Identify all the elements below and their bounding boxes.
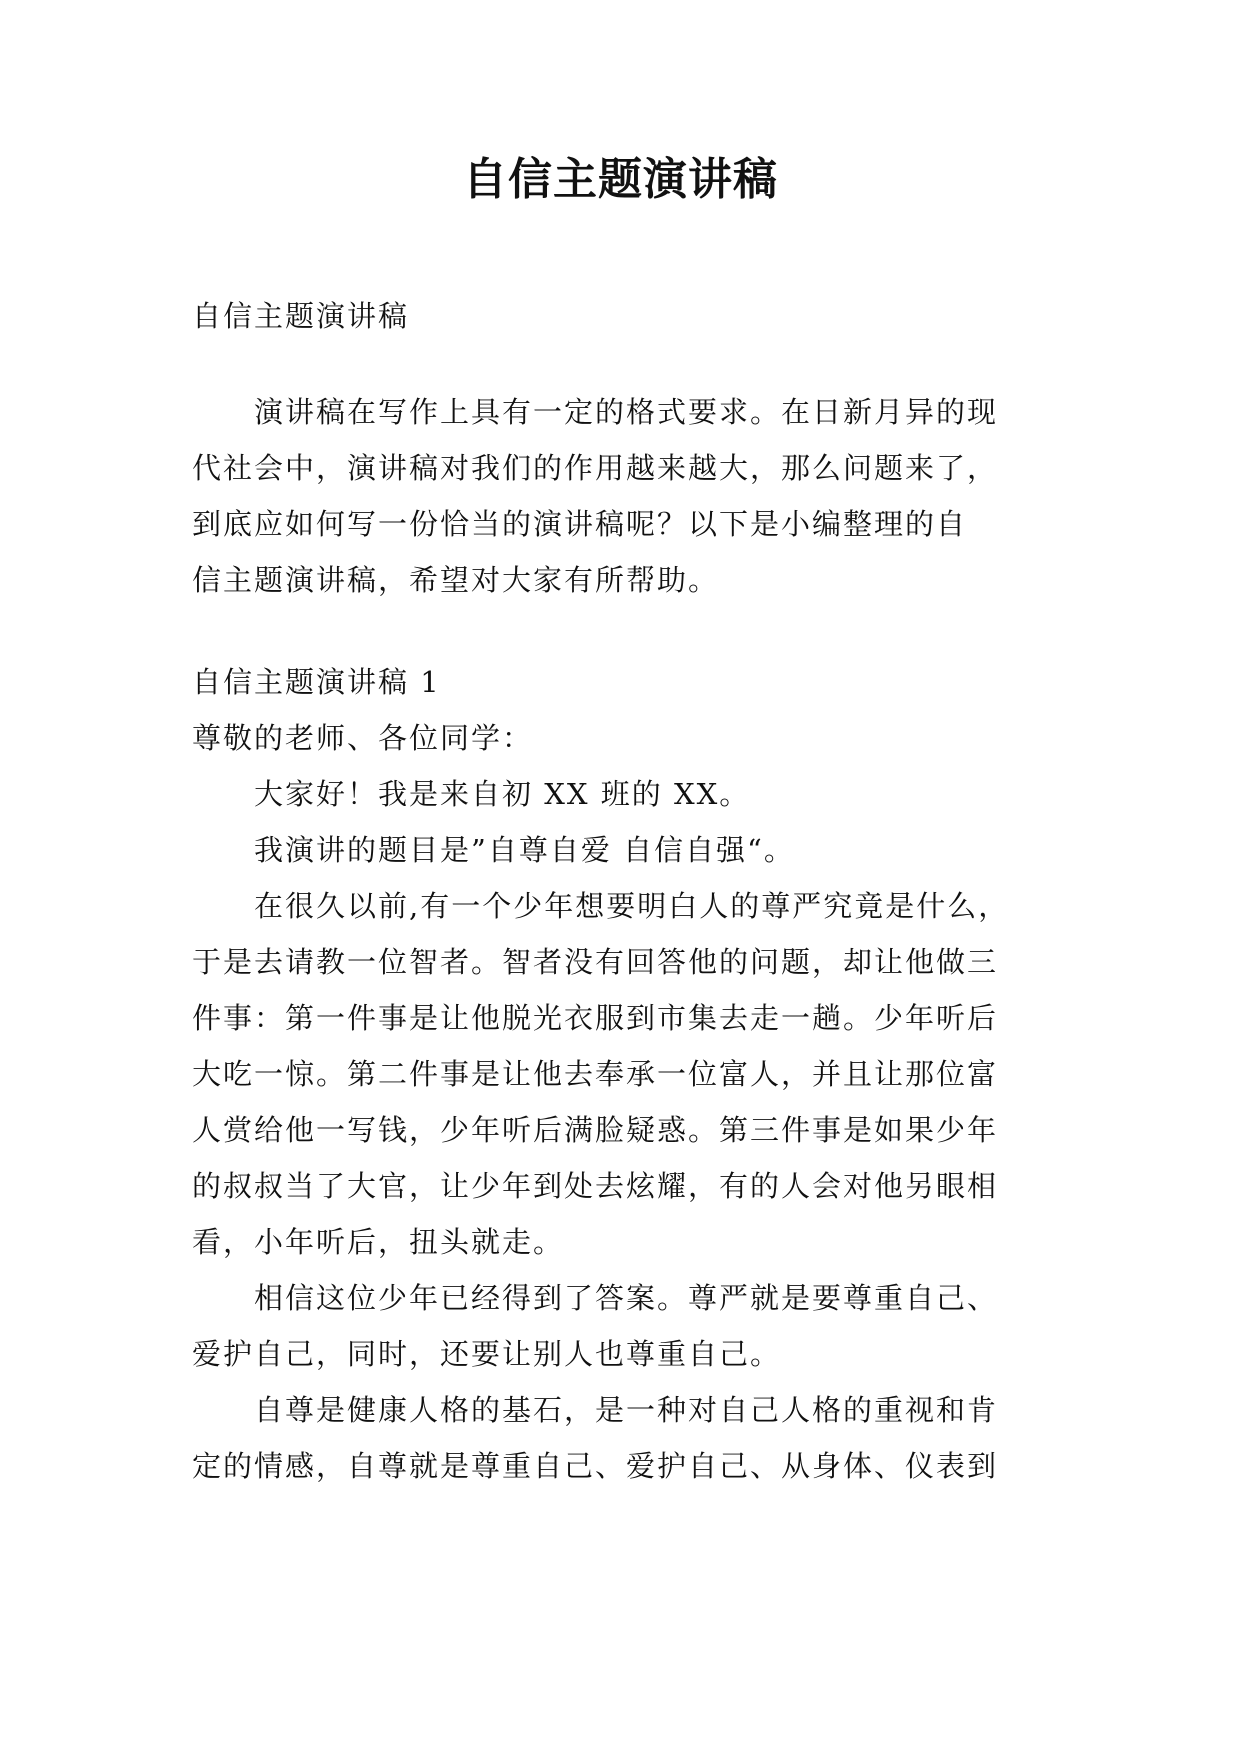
topic-line: 我演讲的题目是”自尊自爱 自信自强“。 — [254, 833, 795, 867]
story-line: 大吃一惊。第二件事是让他去奉承一位富人，并且让那位富 — [192, 1057, 999, 1091]
answer-line: 爱护自己，同时，还要让别人也尊重自己。 — [192, 1337, 782, 1371]
story-line: 件事：第一件事是让他脱光衣服到市集去走一趟。少年听后 — [192, 1001, 999, 1035]
document-subtitle: 自信主题演讲稿 — [192, 299, 410, 333]
story-line: 看，小年听后，扭头就走。 — [192, 1225, 565, 1259]
intro-line: 到底应如何写一份恰当的演讲稿呢？以下是小编整理的自 — [192, 507, 968, 541]
story-line: 人赏给他一写钱，少年听后满脸疑惑。第三件事是如果少年 — [192, 1113, 999, 1147]
intro-line: 演讲稿在写作上具有一定的格式要求。在日新月异的现 — [254, 395, 999, 429]
selfrespect-paragraph — [192, 1382, 1062, 1494]
greeting: 大家好！我是来自初 XX 班的 XX。 — [254, 777, 751, 811]
intro-paragraph — [192, 384, 1062, 608]
intro-line: 代社会中，演讲稿对我们的作用越来越大，那么问题来了， — [192, 451, 999, 485]
section-heading: 自信主题演讲稿 1 — [192, 665, 441, 699]
answer-line: 相信这位少年已经得到了答案。尊严就是要尊重自己、 — [254, 1281, 999, 1315]
story-line: 在很久以前,有一个少年想要明白人的尊严究竟是什么， — [254, 889, 1010, 923]
selfrespect-line: 定的情感，自尊就是尊重自己、爱护自己、从身体、仪表到 — [192, 1449, 999, 1483]
salutation: 尊敬的老师、各位同学： — [192, 721, 534, 755]
intro-line: 信主题演讲稿，希望对大家有所帮助。 — [192, 563, 720, 597]
story-paragraph — [192, 878, 1062, 1270]
document-body — [192, 288, 1062, 1494]
story-line: 的叔叔当了大官，让少年到处去炫耀，有的人会对他另眼相 — [192, 1169, 999, 1203]
selfrespect-line: 自尊是健康人格的基石，是一种对自己人格的重视和肯 — [254, 1393, 999, 1427]
story-line: 于是去请教一位智者。智者没有回答他的问题，却让他做三 — [192, 945, 999, 979]
answer-paragraph — [192, 1270, 1062, 1382]
document-title: 自信主题演讲稿 — [463, 154, 778, 205]
